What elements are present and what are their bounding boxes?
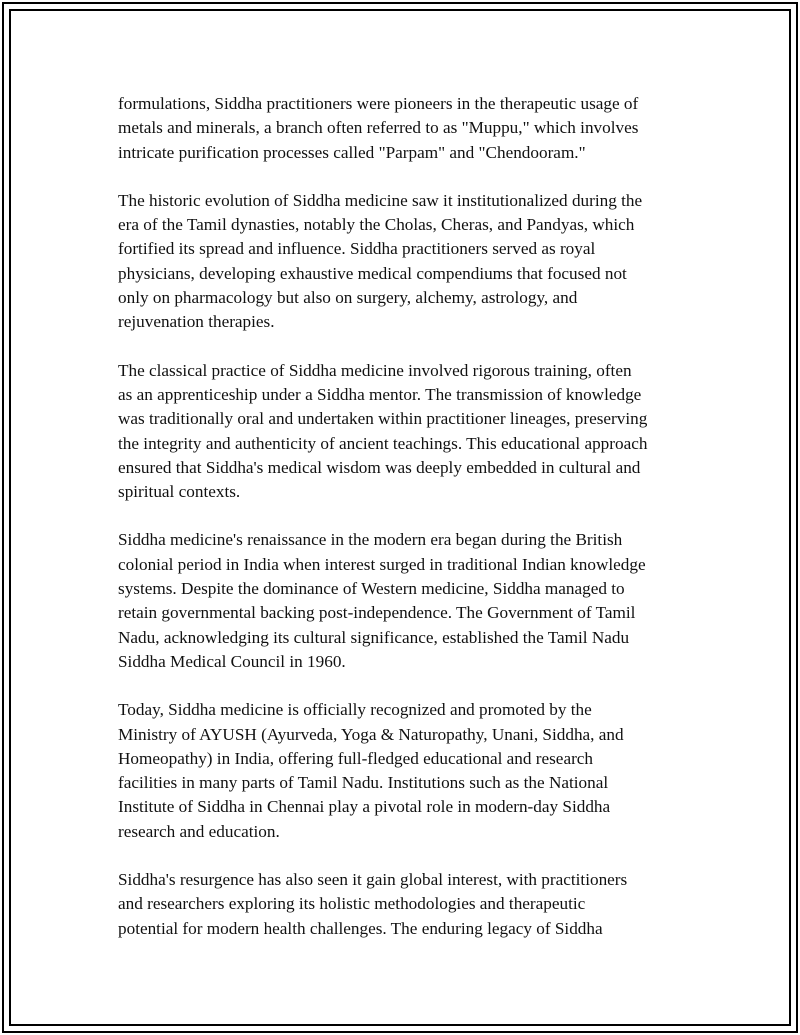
paragraph-ayush-recognition: Today, Siddha medicine is officially recognized and promoted by the Ministry of AYUSH (Ayurveda, Yoga & Naturopathy, Unani, Siddha, and Homeopathy) in India, offering full-fledged educational and research facilities in many parts of Tamil Nadu. Institutions such as the National Institute of Siddha in Chennai play a pivotal role in modern-day Siddha research and education. [118, 700, 624, 841]
paragraph-historic-evolution: The historic evolution of Siddha medicine saw it institutionalized during the era of the Tamil dynasties, notably the Cholas, Cheras, and Pandyas, which fortified its spread and influence. Siddha practitioners served as royal physicians, developing exhaustive medical compendiums that focused not only on pharmacology but also on surgery, alchemy, astrology, and rejuvenation therapies. [118, 190, 643, 332]
paragraph-muppu-formulations: formulations, Siddha practitioners were pioneers in the therapeutic usage of metals and minerals, a branch often referred to as "Muppu," which involves intricate purification processes called "Parpam" and "Chendooram." [118, 94, 639, 162]
document-body [118, 92, 698, 965]
paragraph-classical-practice: The classical practice of Siddha medicine involved rigorous training, often as an apprenticeship under a Siddha mentor. The transmission of knowledge was traditionally oral and undertaken within practitioner lineages, preserving the integrity and authenticity of ancient teachings. This educational approach ensured that Siddha's medical wisdom was deeply embedded in cultural and spiritual contexts. [118, 360, 648, 502]
paragraph-modern-renaissance: Siddha medicine's renaissance in the modern era began during the British colonial period in India when interest surged in traditional Indian knowledge systems. Despite the dominance of Western medicine, Siddha managed to retain governmental backing post-independence. The Government of Tamil Nadu, acknowledging its cultural significance, established the Tamil Nadu Siddha Medical Council in 1960. [118, 530, 646, 671]
paragraph-global-interest: Siddha's resurgence has also seen it gain global interest, with practitioners and researchers exploring its holistic methodologies and therapeutic potential for modern health challenges. The enduring legacy of Siddha [118, 870, 628, 938]
